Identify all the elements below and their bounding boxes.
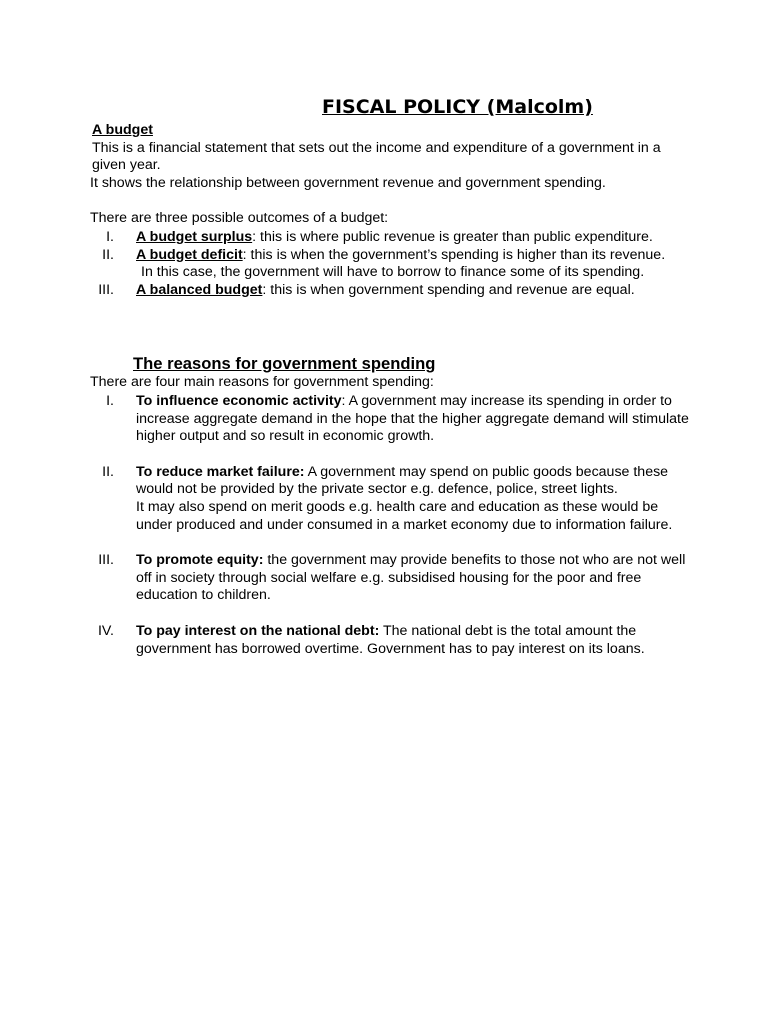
outcome-term: A balanced budget: [136, 281, 263, 298]
reason-term: To reduce market failure:: [136, 463, 305, 480]
reason-term: To promote equity:: [136, 552, 264, 569]
outcome-text: : this is where public revenue is greater than public expenditure.: [252, 229, 653, 245]
outcomes-intro-block: [90, 210, 690, 228]
list-item: [90, 229, 690, 247]
budget-relationship-block: [90, 175, 690, 193]
list-numeral: IV.: [97, 622, 114, 639]
budget-relationship: It shows the relationship between government revenue and government spending.: [90, 175, 606, 191]
outcome-term: A budget surplus: [136, 229, 253, 245]
outcome-text: : this is when the government’s spending is higher than its revenue.: [242, 246, 666, 263]
reasons-intro: There are four main reasons for government spending:: [90, 374, 434, 390]
list-item: [90, 282, 690, 300]
list-numeral: III.: [98, 552, 114, 569]
budget-outcomes-list: [90, 229, 690, 299]
outcomes-intro: There are three possible outcomes of a budget:: [90, 210, 389, 226]
reason-text: A government may spend on public goods because these would not be provided by the private sector e.g. defence, police, street lights.: [136, 463, 669, 498]
list-numeral: II.: [102, 463, 114, 480]
list-item: [90, 623, 690, 658]
reason-term: To pay interest on the national debt:: [136, 622, 380, 639]
reasons-intro-block: [90, 374, 690, 392]
budget-heading: A budget: [92, 122, 153, 138]
budget-section: [92, 122, 682, 175]
list-numeral: I.: [106, 393, 114, 409]
reasons-list: [90, 393, 690, 658]
budget-definition: This is a financial statement that sets out the income and expenditure of a government in a given year.: [92, 139, 661, 174]
list-item: [90, 393, 690, 446]
list-item: [90, 247, 690, 282]
outcome-extra: In this case, the government will have to borrow to finance some of its spending.: [141, 264, 645, 281]
list-item: [90, 552, 690, 605]
list-numeral: I.: [106, 229, 114, 245]
list-numeral: II.: [102, 246, 114, 263]
outcome-term: A budget deficit: [136, 246, 243, 263]
page-title: FISCAL POLICY (Malcolm): [322, 96, 593, 118]
list-item: [90, 464, 690, 534]
reason-text: the government may provide benefits to those not who are not well off in society through social welfare e.g. subsidised housing for the poor and free education to children.: [136, 552, 686, 604]
reason-text: : A government may increase its spending in order to increase aggregate demand in the hope that the higher aggregate demand will stimulate higher output and so result in economic growth.: [136, 393, 689, 445]
reason-extra: It may also spend on merit goods e.g. health care and education as these would be under produced and under consumed in a market economy due to information failure.: [136, 498, 673, 533]
reason-term: To influence economic activity: [136, 393, 342, 409]
list-numeral: III.: [98, 281, 114, 298]
reasons-heading: The reasons for government spending: [133, 354, 436, 373]
reason-text: The national debt is the total amount the government has borrowed overtime. Government has to pay interest on its loans.: [136, 622, 645, 657]
outcome-text: : this is when government spending and revenue are equal.: [262, 281, 635, 298]
